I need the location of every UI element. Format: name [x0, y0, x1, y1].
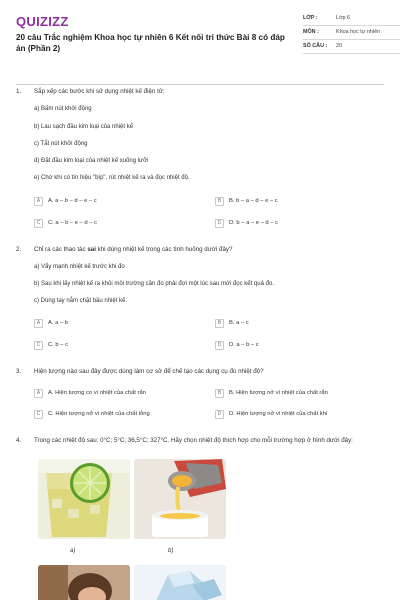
option-d[interactable]: [215, 339, 375, 351]
meta-value: Lớp 6: [336, 15, 351, 21]
option-text: B. a – c: [229, 320, 249, 326]
option-text: A. a – b: [48, 320, 68, 326]
step-item: c) Tắt nút khởi động: [34, 141, 88, 147]
step-item: a) Vẩy mạnh nhiệt kế trước khi đo: [34, 264, 125, 270]
option-text: A. a – b – d – e – c: [48, 198, 97, 204]
option-letter-box: D: [215, 219, 224, 228]
option-c[interactable]: [34, 339, 194, 351]
option-text: B. Hiện tượng nở vì nhiệt của chất rắn: [229, 390, 328, 396]
option-text: A. Hiện tượng co vì nhiệt của chất rắn: [48, 390, 146, 396]
option-text: B. b – a – d – e – c: [229, 198, 278, 204]
option-text: D. Hiện tượng nở vì nhiệt của chất khí: [229, 411, 328, 417]
option-b[interactable]: [215, 387, 385, 399]
option-text: D. a – b – c: [229, 342, 259, 348]
question-text: Trong các nhiệt độ sau: 0°C; 5°C; 36,5°C; 327°C. Hãy chọn nhiệt độ thích hợp cho mỗi trường hợp ở hình dưới đây:: [34, 437, 353, 444]
option-letter-box: B: [215, 197, 224, 206]
question-text-emphasis: sai: [87, 246, 96, 253]
meta-row-count: [303, 40, 400, 54]
question-number: 3.: [16, 368, 22, 375]
meta-key: MÔN :: [303, 29, 319, 35]
option-letter-box: C: [34, 410, 43, 419]
question-3: [16, 368, 386, 428]
meta-row-subject: [303, 26, 400, 40]
image-caption: b): [168, 548, 174, 554]
question-text: Sắp xếp các bước khi sử dụng nhiệt kế điện tử:: [34, 88, 165, 95]
meta-key: LỚP :: [303, 15, 318, 21]
lemonade-image: [38, 459, 130, 539]
step-item: b) Sau khi lấy nhiệt kế ra khỏi môi trường cần đo phải đợi một lúc sau mới đọc kết quả đo.: [34, 281, 274, 287]
image-caption: a): [70, 548, 76, 554]
option-a[interactable]: [34, 387, 212, 399]
question-1: [16, 88, 386, 233]
option-letter-box: B: [215, 389, 224, 398]
question-number: 2.: [16, 246, 22, 253]
step-item: c) Dùng tay nắm chặt bầu nhiệt kế.: [34, 298, 128, 304]
question-text: Hiện tượng nào sau đây được dùng làm cơ sở để chế tạo các dụng cụ đo nhiệt độ?: [34, 368, 264, 375]
meta-value: 20: [336, 43, 342, 49]
meta-key: SỐ CÂU :: [303, 43, 328, 49]
meta-value: Khoa học tự nhiên: [336, 29, 381, 35]
option-d[interactable]: [215, 408, 385, 420]
option-letter-box: A: [34, 197, 43, 206]
question-4: [16, 437, 386, 600]
option-text: D. b – a – e – d – c: [229, 220, 278, 226]
option-a[interactable]: [34, 195, 194, 207]
option-letter-box: B: [215, 319, 224, 328]
option-letter-box: C: [34, 341, 43, 350]
question-text-part: Chỉ ra các thao tác: [34, 246, 88, 253]
step-item: e) Chờ khi có tín hiệu "bíp", rút nhiệt kế ra và đọc nhiệt độ.: [34, 175, 190, 181]
option-letter-box: A: [34, 319, 43, 328]
option-text: C. Hiện tượng nở vì nhiệt của chất lỏng: [48, 411, 150, 417]
child-image: [38, 565, 130, 600]
option-c[interactable]: [34, 217, 194, 229]
option-a[interactable]: [34, 317, 194, 329]
question-number: 1.: [16, 88, 22, 95]
question-2: [16, 246, 386, 356]
option-letter-box: C: [34, 219, 43, 228]
meta-table: [303, 12, 400, 54]
step-item: a) Bấm nút khởi động: [34, 106, 92, 112]
meta-row-grade: [303, 12, 400, 26]
step-item: d) Đặt đầu kim loại của nhiệt kế xuống lưỡi: [34, 158, 149, 164]
option-text: C. a – b – e – d – c: [48, 220, 97, 226]
worksheet-header: [16, 12, 384, 78]
header-divider: [16, 84, 384, 85]
option-c[interactable]: [34, 408, 212, 420]
option-letter-box: D: [215, 341, 224, 350]
worksheet-title: 20 câu Trắc nghiệm Khoa học tự nhiên 6 Kết nối tri thức Bài 8 có đáp án (Phần 2): [16, 33, 285, 53]
option-letter-box: D: [215, 410, 224, 419]
ice-image: [134, 565, 226, 600]
option-b[interactable]: [215, 317, 375, 329]
quizizz-logo: QUIZIZZ: [16, 14, 69, 29]
option-d[interactable]: [215, 217, 375, 229]
question-number: 4.: [16, 437, 22, 444]
question-text-part: khi dùng nhiệt kế trong các tình huống dưới đây?: [95, 246, 233, 253]
question-text: [34, 246, 386, 254]
option-text: C. b – c: [48, 342, 68, 348]
step-item: b) Lau sạch đầu kim loại của nhiệt kế: [34, 124, 134, 130]
option-b[interactable]: [215, 195, 375, 207]
molten-metal-image: [134, 459, 226, 539]
option-letter-box: A: [34, 389, 43, 398]
